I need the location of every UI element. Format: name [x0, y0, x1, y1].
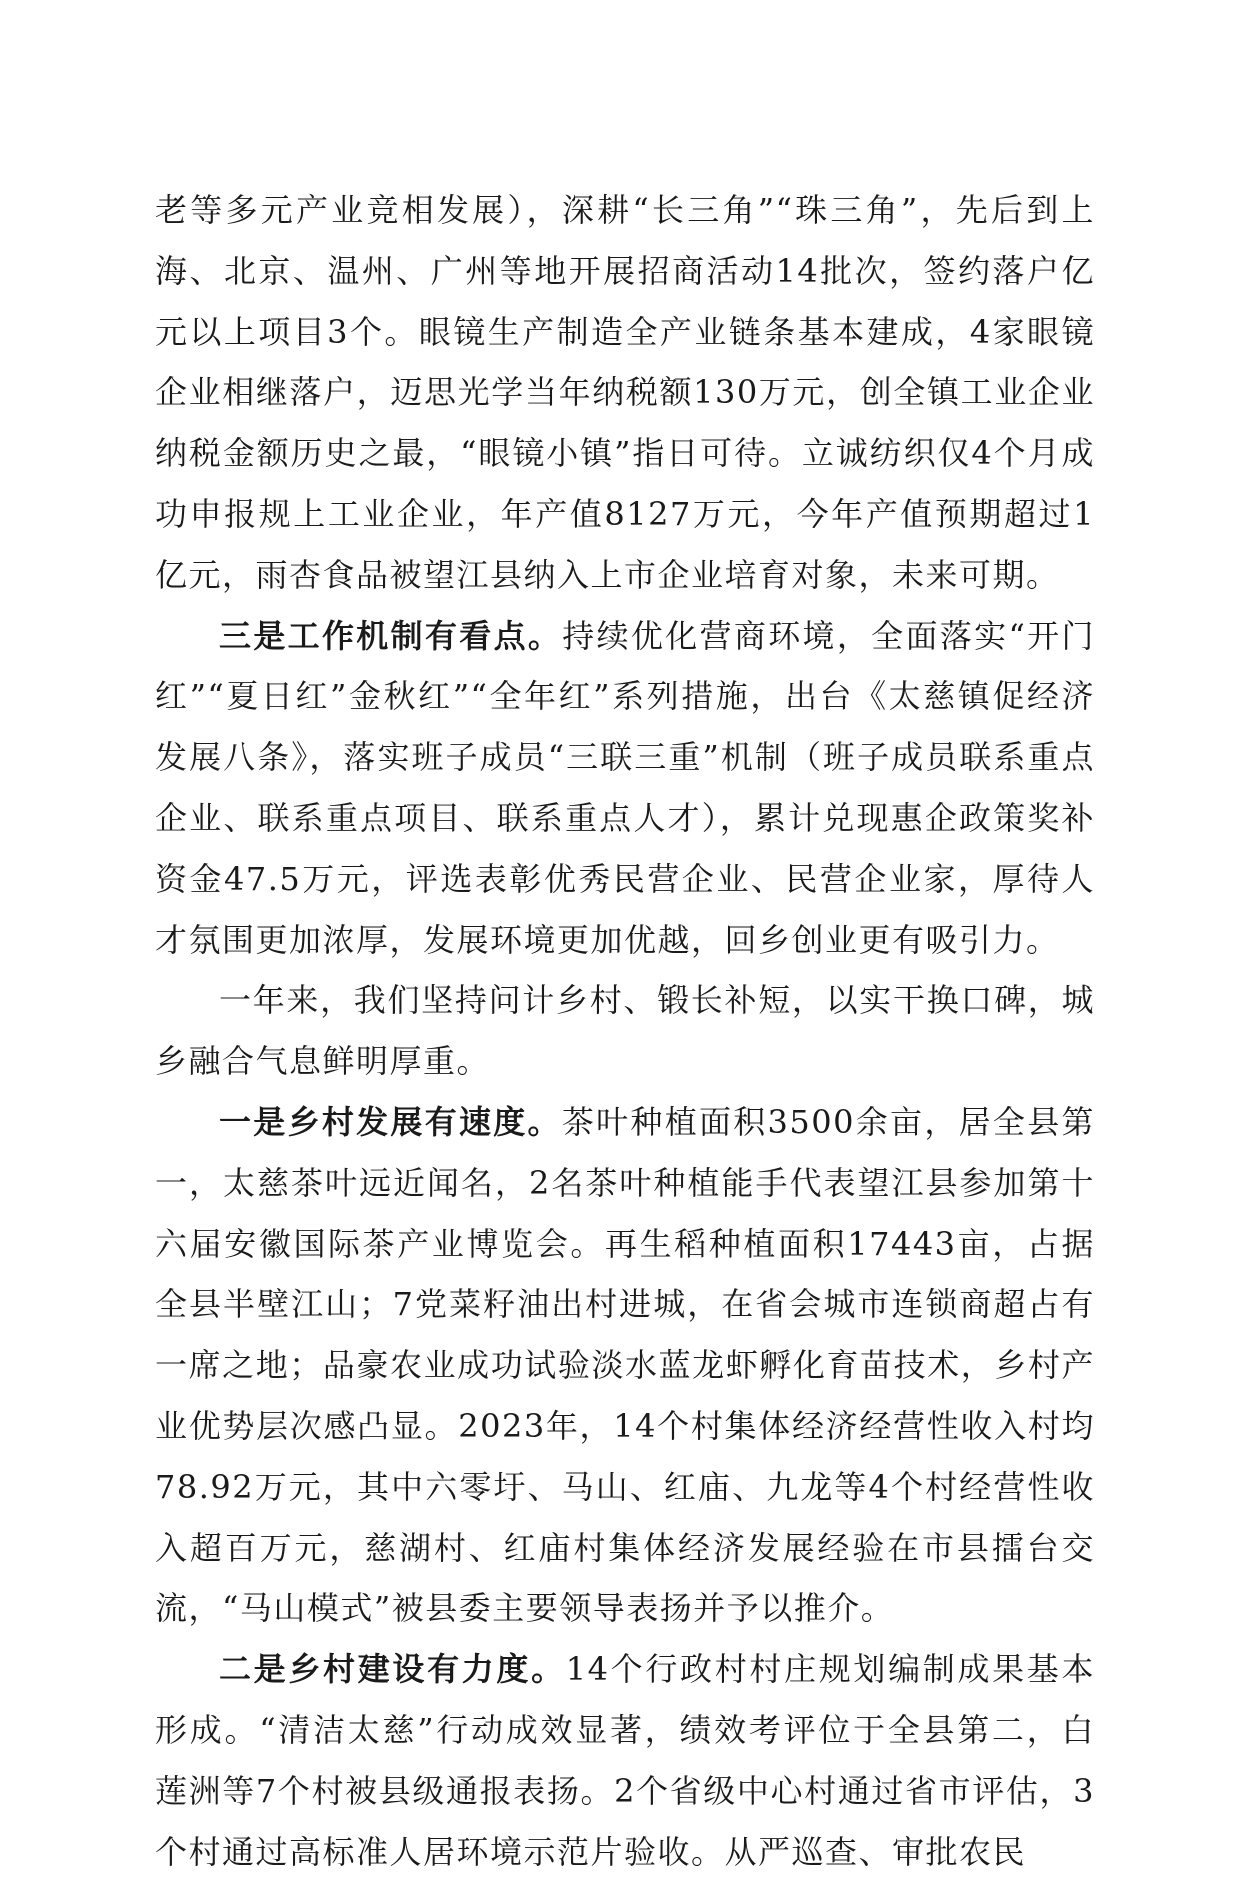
- paragraph-text: 茶叶种植面积3500余亩，居全县第一，太慈茶叶远近闻名，2名茶叶种植能手代表望江县参加第十六届安徽国际茶产业博览会。再生稻种植面积17443亩，占据全县半壁江山；7党菜籽油出村进城，在省会城市连锁商超占有一席之地；品豪农业成功试验淡水蓝龙虾孵化育苗技术，乡村产业优势层次感凸显。2023年，14个村集体经济经营性收入村均78.92万元，其中六零圩、马山、红庙、九龙等4个村经营性收入超百万元，慈湖村、红庙村集体经济发展经验在市县擂台交流，“马山模式”被县委主要领导表扬并予以推介。: [155, 1102, 1095, 1628]
- paragraph-text: 一年来，我们坚持问计乡村、锻长补短，以实干换口碑，城乡融合气息鲜明厚重。: [155, 981, 1095, 1081]
- paragraph-lead: 二是乡村建设有力度。: [219, 1650, 566, 1689]
- paragraph-work-mechanism: [155, 606, 1095, 971]
- paragraph-rural-development: [155, 1092, 1095, 1639]
- body-text: [155, 180, 1095, 1882]
- paragraph-year-summary: [155, 970, 1095, 1092]
- paragraph-lead: 三是工作机制有看点。: [219, 616, 563, 655]
- paragraph-rural-construction: [155, 1639, 1095, 1882]
- paragraph-industry-continued: [155, 180, 1095, 606]
- paragraph-text: 持续优化营商环境，全面落实“开门红”“夏日红”金秋红”“全年红”系列措施，出台《太慈镇促经济发展八条》，落实班子成员“三联三重”机制（班子成员联系重点企业、联系重点项目、联系重点人才），累计兑现惠企政策奖补资金47.5万元，评选表彰优秀民营企业、民营企业家，厚待人才氛围更加浓厚，发展环境更加优越，回乡创业更有吸引力。: [155, 616, 1095, 959]
- paragraph-lead: 一是乡村发展有速度。: [219, 1102, 562, 1141]
- paragraph-text: 老等多元产业竞相发展），深耕“长三角”“珠三角”，先后到上海、北京、温州、广州等地开展招商活动14批次，签约落户亿元以上项目3个。眼镜生产制造全产业链条基本建成，4家眼镜企业相继落户，迈思光学当年纳税额130万元，创全镇工业企业纳税金额历史之最，“眼镜小镇”指日可待。立诚纺织仅4个月成功申报规上工业企业，年产值8127万元，今年产值预期超过1亿元，雨杏食品被望江县纳入上市企业培育对象，未来可期。: [155, 191, 1095, 594]
- paragraph-text: 14个行政村村庄规划编制成果基本形成。“清洁太慈”行动成效显著，绩效考评位于全县第二，白莲洲等7个村被县级通报表扬。2个省级中心村通过省市评估，3个村通过高标准人居环境示范片验收。从严巡查、审批农民: [155, 1650, 1095, 1871]
